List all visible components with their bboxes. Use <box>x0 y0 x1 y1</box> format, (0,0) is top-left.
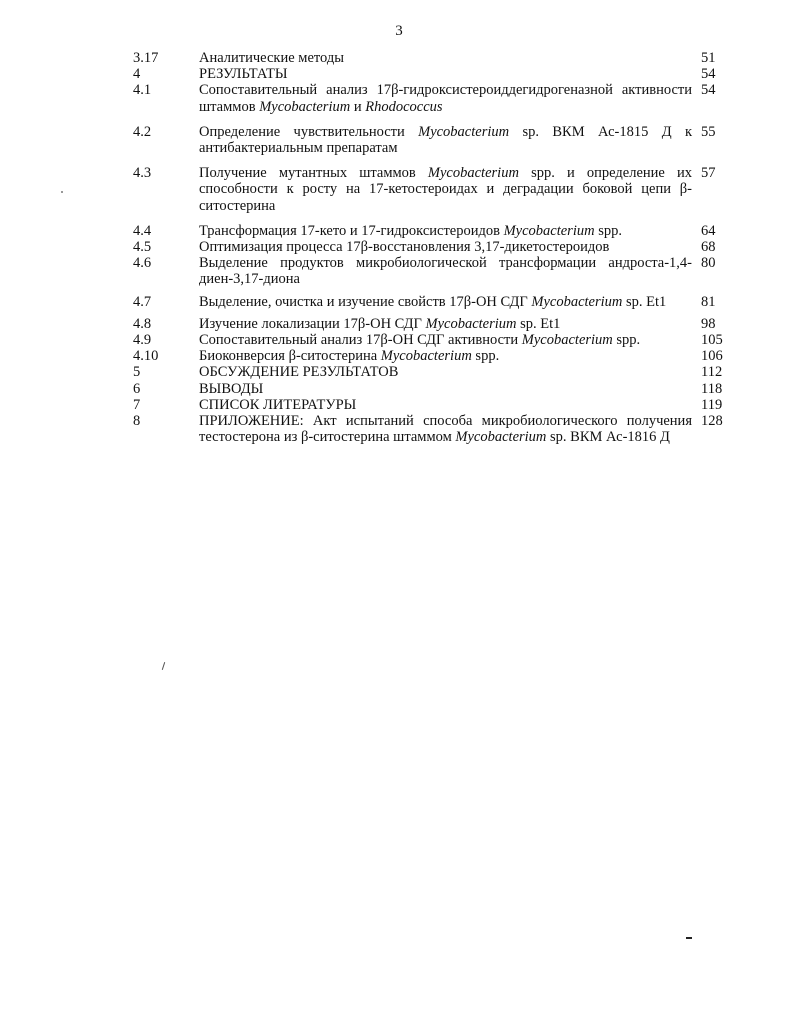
section-number: 4.9 <box>133 332 152 349</box>
section-number: 4.8 <box>133 315 152 332</box>
toc-row <box>133 255 729 287</box>
section-number: 6 <box>133 380 141 397</box>
toc-row <box>133 316 729 332</box>
section-title <box>199 332 692 348</box>
title-text: ВЫВОДЫ <box>199 380 264 397</box>
italic-term: Mycobacterium <box>418 123 510 140</box>
title-text: sp. Et1 <box>516 315 561 332</box>
section-title <box>199 124 692 156</box>
section-title <box>199 316 692 332</box>
title-text: Биоконверсия β-ситостерина <box>199 348 381 365</box>
section-page: 54 <box>701 66 716 83</box>
toc-row <box>133 82 729 114</box>
title-text: sp. ВКМ Ас-1816 Д <box>546 429 670 446</box>
section-number: 3.17 <box>133 50 159 66</box>
section-page: 68 <box>701 239 716 256</box>
section-page: 98 <box>701 315 716 332</box>
section-number: 4.4 <box>133 222 152 239</box>
italic-term: Mycobacterium <box>427 165 519 182</box>
title-text: Получение мутантных штаммов <box>199 165 428 182</box>
scan-mark <box>162 662 165 670</box>
title-text: Сопоставительный анализ 17β-гидроксистероиддегидрогеназной активности штаммов <box>199 82 692 115</box>
title-text: Аналитические методы <box>199 50 344 66</box>
scan-speck <box>61 191 63 193</box>
italic-term: Mycobacterium <box>259 98 351 115</box>
section-number: 4.6 <box>133 255 152 272</box>
section-page: 119 <box>701 396 723 413</box>
title-text: spp. и определение их способности к росту на 17-кетостероидах и деградации боковой цепи β-ситостерина <box>199 165 692 214</box>
section-title <box>199 255 692 287</box>
italic-term: Mycobacterium <box>503 222 595 239</box>
section-number: 5 <box>133 364 141 381</box>
toc-row <box>133 239 729 255</box>
title-text: ПРИЛОЖЕНИЕ: Акт испытаний способа микробиологического получения тестостерона из β-ситостерина штаммом <box>199 413 692 446</box>
section-number: 4.1 <box>133 82 152 99</box>
title-text: Сопоставительный анализ 17β-ОН СДГ активности <box>199 332 522 349</box>
title-text: spp. <box>612 332 641 349</box>
page-number: 3 <box>395 23 403 39</box>
section-number: 4.5 <box>133 239 152 256</box>
section-page: 80 <box>701 255 716 272</box>
toc-row <box>133 165 729 214</box>
section-page: 112 <box>701 364 723 381</box>
italic-term: Mycobacterium <box>521 332 613 349</box>
title-text: СПИСОК ЛИТЕРАТУРЫ <box>199 396 357 413</box>
section-number: 4.10 <box>133 348 159 365</box>
title-text: sp. Et1 <box>622 293 667 310</box>
section-page: 64 <box>701 222 716 239</box>
section-page: 128 <box>701 413 723 430</box>
section-title <box>199 223 692 239</box>
section-page: 106 <box>701 348 723 365</box>
section-title <box>199 348 692 364</box>
section-title <box>199 364 692 380</box>
section-title <box>199 165 692 214</box>
section-title <box>199 381 692 397</box>
table-of-contents <box>133 50 729 445</box>
title-text: spp. <box>594 222 622 239</box>
section-page: 81 <box>701 293 716 310</box>
section-title <box>199 50 692 66</box>
toc-row <box>133 66 729 82</box>
section-title <box>199 397 692 413</box>
section-page: 55 <box>701 123 716 140</box>
title-text: и <box>350 98 366 115</box>
title-text: Выделение продуктов микробиологической трансформации андроста-1,4-диен-3,17-диона <box>199 255 692 288</box>
section-number: 4.7 <box>133 293 152 310</box>
toc-row <box>133 381 729 397</box>
scan-dash <box>686 937 692 939</box>
section-title <box>199 413 692 445</box>
section-page: 51 <box>701 50 716 66</box>
toc-row <box>133 223 729 239</box>
title-text: Оптимизация процесса 17β-восстановления 3,17-дикетостероидов <box>199 239 610 256</box>
toc-row <box>133 294 729 310</box>
italic-term: Mycobacterium <box>531 293 623 310</box>
toc-row <box>133 413 729 445</box>
toc-row <box>133 124 729 156</box>
italic-term: Mycobacterium <box>425 315 517 332</box>
section-number: 8 <box>133 413 141 430</box>
toc-row <box>133 332 729 348</box>
section-number: 4.2 <box>133 123 152 140</box>
italic-term: Mycobacterium <box>380 348 472 365</box>
section-number: 4 <box>133 66 141 83</box>
title-text: Выделение, очистка и изучение свойств 17β-ОН СДГ <box>199 293 532 310</box>
section-title <box>199 294 692 310</box>
section-title <box>199 66 692 82</box>
section-page: 118 <box>701 380 723 397</box>
section-page: 54 <box>701 82 716 99</box>
title-text: ОБСУЖДЕНИЕ РЕЗУЛЬТАТОВ <box>199 364 399 381</box>
section-title <box>199 239 692 255</box>
section-page: 57 <box>701 165 716 182</box>
section-number: 7 <box>133 396 141 413</box>
section-page: 105 <box>701 332 723 349</box>
title-text: sp. ВКМ Ас-1815 Д к антибактериальным препаратам <box>199 123 692 157</box>
title-text: Изучение локализации 17β-ОН СДГ <box>199 315 426 332</box>
title-text: РЕЗУЛЬТАТЫ <box>199 66 288 83</box>
toc-row <box>133 397 729 413</box>
toc-row <box>133 50 729 66</box>
section-number: 4.3 <box>133 165 152 182</box>
title-text: Трансформация 17-кето и 17-гидроксистероидов <box>199 222 504 239</box>
title-text: Определение чувствительности <box>199 123 419 140</box>
italic-term: Mycobacterium <box>455 429 547 446</box>
italic-term: Rhodococcus <box>365 98 443 115</box>
section-title <box>199 82 692 114</box>
toc-row <box>133 364 729 380</box>
toc-row <box>133 348 729 364</box>
title-text: spp. <box>471 348 500 365</box>
